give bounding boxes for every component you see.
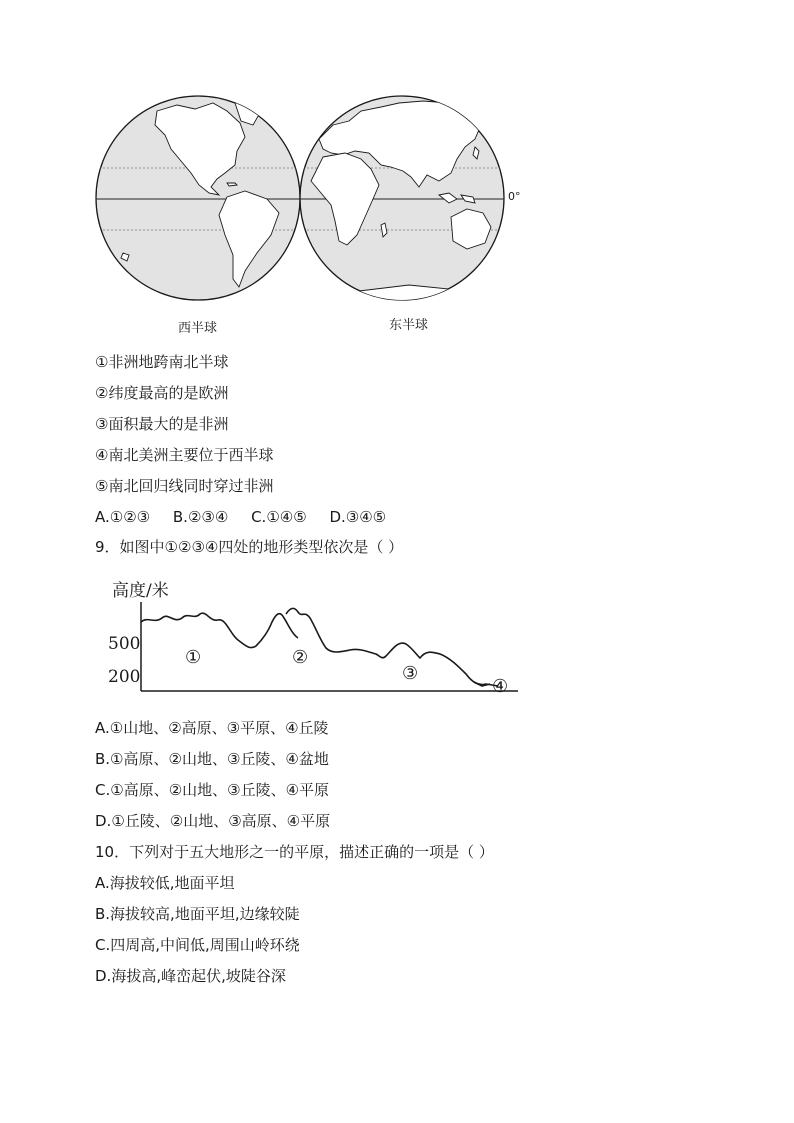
- profile-marker-1: ①: [185, 647, 202, 668]
- q8-option-a[interactable]: A.①②③: [95, 508, 151, 526]
- western-hemisphere-map: [95, 95, 301, 301]
- q8-option-c[interactable]: C.①④⑤: [251, 508, 307, 526]
- q8-option-b[interactable]: B.②③④: [172, 508, 229, 526]
- profile-tick-500: 500: [108, 634, 141, 654]
- eastern-hemisphere-caption: 东半球: [389, 318, 429, 333]
- statement-item: ④南北美洲主要位于西半球: [95, 446, 274, 464]
- profile-marker-4: ④: [492, 676, 509, 697]
- q10-option-d[interactable]: D.海拔高,峰峦起伏,坡陡谷深: [95, 967, 286, 985]
- q9-option-c[interactable]: C.①高原、②山地、③丘陵、④平原: [95, 781, 330, 799]
- q10-option-b[interactable]: B.海拔较高,地面平坦,边缘较陡: [95, 905, 300, 923]
- profile-tick-200: 200: [108, 667, 141, 687]
- caribbean-islands-shape: [227, 183, 237, 186]
- q10-option-c[interactable]: C.四周高,中间低,周围山岭环绕: [95, 936, 300, 954]
- q9-option-d[interactable]: D.①丘陵、②山地、③高原、④平原: [95, 812, 331, 830]
- equator-label: 0°: [508, 190, 521, 203]
- eastern-hemisphere-map: [299, 95, 505, 301]
- statement-item: ⑤南北回归线同时穿过非洲: [95, 477, 274, 495]
- q8-options: [95, 507, 404, 527]
- western-hemisphere-caption: 西半球: [178, 321, 218, 336]
- statement-item: ②纬度最高的是欧洲: [95, 384, 229, 402]
- q9-option-b[interactable]: B.①高原、②山地、③丘陵、④盆地: [95, 750, 329, 768]
- q10-stem: 10．下列对于五大地形之一的平原，描述正确的一项是（ ）: [95, 843, 494, 861]
- profile-marker-2: ②: [292, 647, 309, 668]
- statement-item: ③面积最大的是非洲: [95, 415, 229, 433]
- q9-option-a[interactable]: A.①山地、②高原、③平原、④丘陵: [95, 719, 329, 737]
- q8-option-d[interactable]: D.③④⑤: [329, 508, 387, 526]
- statement-item: ①非洲地跨南北半球: [95, 353, 229, 371]
- profile-y-axis-label: 高度/米: [112, 581, 169, 601]
- profile-marker-3: ③: [402, 663, 419, 684]
- q10-option-a[interactable]: A.海拔较低,地面平坦: [95, 874, 235, 892]
- q9-stem: 9．如图中①②③④四处的地形类型依次是（ ）: [95, 538, 404, 556]
